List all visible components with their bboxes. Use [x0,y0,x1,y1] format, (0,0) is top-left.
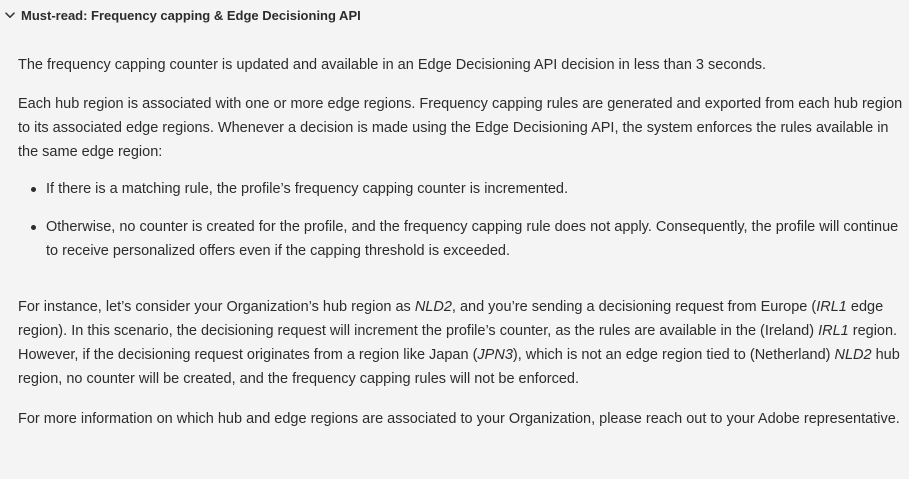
collapsible-title[interactable]: Must-read: Frequency capping & Edge Decisioning API [21,7,361,23]
region-code: NLD2 [414,299,452,315]
paragraph-latency: The frequency capping counter is updated and available in an Edge Decisioning API decision in less than 3 seconds. [18,57,767,73]
text-run: For instance, let’s consider your Organization’s hub region as [18,299,415,315]
text-run: ), which is not an edge region tied to (Netherland) [512,347,835,363]
text-run: edge region). In this scenario, the decisioning request will increment the profile’s counter, as the rules are available in the (Ireland) [18,299,884,339]
text-run: region. However, if the decisioning request originates from a region like Japan ( [18,323,898,363]
region-code: IRL1 [816,299,847,315]
text-run: hub region, no counter will be created, and the frequency capping rules will not be enforced. [18,347,900,387]
paragraph-example [18,295,907,391]
rules-list [18,177,907,263]
list-item: Otherwise, no counter is created for the profile, and the frequency capping rule does not apply. Consequently, the profile will continue to receive personalized offers even if the capping threshold is exceeded. [46,215,907,263]
region-code: NLD2 [834,347,872,363]
region-code: IRL1 [818,323,849,339]
paragraph-hub-regions: Each hub region is associated with one or more edge regions. Frequency capping rules are generated and exported from each hub region to its associated edge regions. Whenever a decision is made using the Edge Decisioning API, the system enforces the rules available in the same edge region: [18,96,903,160]
collapsible-header[interactable] [0,0,909,30]
paragraph-more-info: For more information on which hub and edge regions are associated to your Organization, please reach out to your Adobe representative. [18,411,900,427]
list-item: If there is a matching rule, the profile’s frequency capping counter is incremented. [46,177,907,201]
region-code: JPN3 [477,347,513,363]
text-run: , and you’re sending a decisioning request from Europe ( [451,299,817,315]
callout-body [18,53,907,431]
chevron-down-icon[interactable] [2,7,18,23]
